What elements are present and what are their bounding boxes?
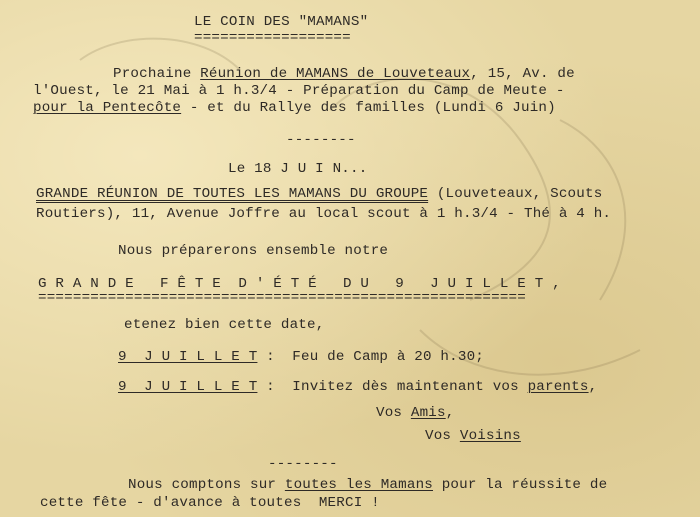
date-9-juillet-1: 9 J U I L L E T [118, 349, 258, 365]
parents-word: parents [527, 379, 589, 395]
page-title: LE COIN DES "MAMANS" [194, 14, 369, 30]
para2-line3: Nous préparerons ensemble notre [118, 243, 389, 259]
date-18-juin: Le 18 J U I N... [228, 161, 368, 177]
reunion-mamans-louveteaux: Réunion de MAMANS de Louveteaux [200, 66, 471, 82]
amis-word: Amis [410, 405, 446, 421]
retenez-date: etenez bien cette date, [124, 317, 325, 333]
closing-line2: cette fête - d'avance à toutes MERCI ! [40, 495, 380, 511]
pentecote: pour la Pentecôte [33, 100, 182, 116]
title-double-rule: ================== [194, 30, 351, 46]
date-line-1: 9 J U I L L E T : Feu de Camp à 20 h.30; [118, 349, 484, 365]
date-9-juillet-2: 9 J U I L L E T [118, 379, 258, 395]
para2-line2: Routiers), 11, Avenue Joffre au local scout à 1 h.3/4 - Thé à 4 h. [36, 206, 612, 222]
grande-fete-heading: G R A N D E F Ê T E D ' É T É D U 9 J U I L L E T , [38, 276, 561, 292]
closing-line1: Nous comptons sur toutes les Mamans pour la réussite de [128, 477, 608, 493]
vos-voisins: Vos Voisins [425, 428, 521, 444]
vos-amis: Vos Amis, [376, 405, 455, 421]
grande-reunion-heading: GRANDE RÉUNION DE TOUTES LES MAMANS DU GROUPE [36, 186, 429, 202]
toutes-les-mamans: toutes les Mamans [284, 477, 433, 493]
separator-1: -------- [286, 132, 356, 148]
fete-double-rule: ======================================================== [38, 290, 526, 306]
para1-line2: l'Ouest, le 21 Mai à 1 h.3/4 - Préparation du Camp de Meute - [33, 83, 565, 99]
date-line-2: 9 J U I L L E T : Invitez dès maintenant vos parents, [118, 379, 598, 395]
voisins-word: Voisins [459, 428, 521, 444]
para2-line1: GRANDE RÉUNION DE TOUTES LES MAMANS DU GROUPE (Louveteaux, Scouts [36, 186, 603, 202]
separator-2: -------- [268, 456, 338, 472]
para1-line3: pour la Pentecôte - et du Rallye des familles (Lundi 6 Juin) [33, 100, 556, 116]
para1-line1: Prochaine Réunion de MAMANS de Louveteaux, 15, Av. de [113, 66, 575, 82]
